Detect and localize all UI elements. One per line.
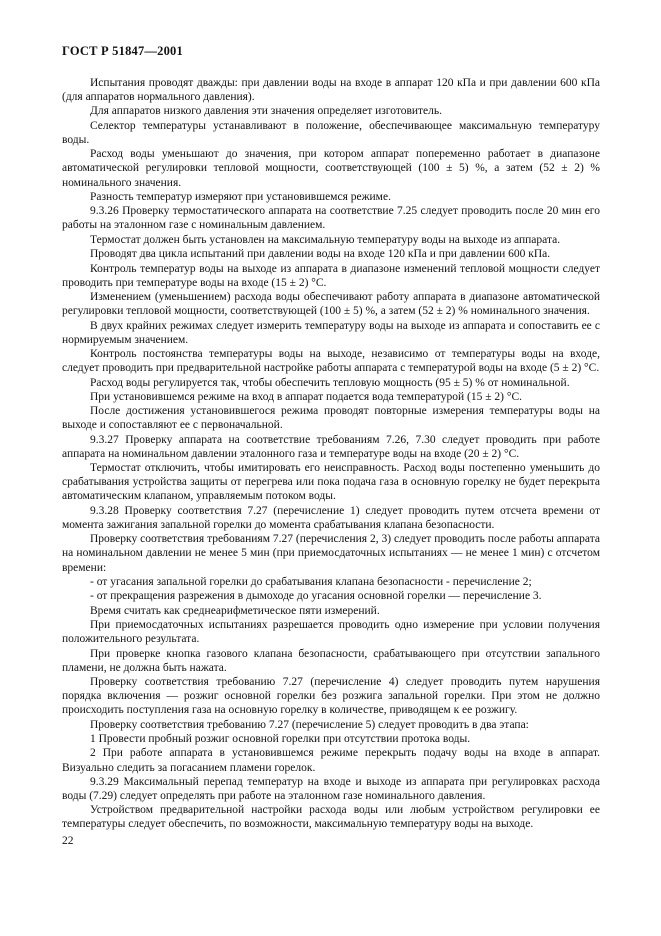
paragraph: Расход воды уменьшают до значения, при котором аппарат попеременно работает в диапазоне автоматической регулировки тепловой мощности, соответствующей (100 ± 5) %, а затем (52 ± 2) % номинального значения.	[62, 148, 600, 189]
list-item: 2 При работе аппарата в установившемся режиме перекрыть подачу воды на входе в аппарат. Визуально следить за погасанием пламени горелок.	[62, 747, 600, 774]
paragraph: При установившемся режиме на вход в аппарат подается вода температурой (15 ± 2) °С.	[90, 390, 523, 403]
page-number: 22	[62, 835, 74, 847]
paragraph: Устройством предварительной настройки расхода воды или любым устройством регулировки ее температуры следует обеспечить, по возможности, максимальную температуру воды на выходе.	[62, 804, 600, 831]
list-item: - от угасания запальной горелки до срабатывания клапана безопасности - перечисление 2;	[90, 575, 532, 588]
paragraph: Испытания проводят дважды: при давлении воды на входе в аппарат 120 кПа и при давлении 600 кПа (для аппаратов нормального давления).	[62, 77, 600, 104]
paragraph: Термостат отключить, чтобы имитировать его неисправность. Расход воды постепенно уменьшить до срабатывания устройства защиты от перегрева или пока подача газа в основную горелку не будет перекрыта автоматическим клапаном, управляемым потоком воды.	[62, 462, 600, 503]
paragraph: Проверку соответствия требованиям 7.27 (перечисления 2, 3) следует проводить после работы аппарата на номинальном давлении не менее 5 мин (при приемосдаточных испытаниях — не менее 1 мин) с отсчетом времени:	[62, 533, 600, 574]
paragraph: 9.3.28 Проверку соответствия 7.27 (перечисление 1) следует проводить путем отсчета времени от момента зажигания запальной горелки до момента срабатывания клапана безопасности.	[62, 504, 600, 531]
document-body	[62, 76, 600, 832]
paragraph: Разность температур измеряют при установившемся режиме.	[90, 190, 391, 203]
paragraph: Селектор температуры устанавливают в положение, обеспечивающее максимальную температуру воды.	[62, 119, 600, 146]
paragraph: В двух крайних режимах следует измерить температуру воды на выходе из аппарата и сопоставить ее с нормируемым значением.	[62, 319, 600, 346]
paragraph: При приемосдаточных испытаниях разрешается проводить одно измерение при условии получения положительного результата.	[62, 619, 600, 646]
paragraph: Контроль постоянства температуры воды на выходе, независимо от температуры воды на входе, следует проводить при предварительной настройке работы аппарата с температурой воды на входе (5 ± 2) °С.	[62, 348, 600, 375]
paragraph: 9.3.26 Проверку термостатического аппарата на соответствие 7.25 следует проводить после 20 мин его работы на эталонном газе с номинальным давлением.	[62, 205, 600, 232]
paragraph: При проверке кнопка газового клапана безопасности, срабатывающего при отсутствии запального пламени, не должна быть нажата.	[62, 647, 600, 674]
list-item: 1 Провести пробный розжиг основной горелки при отсутствии протока воды.	[90, 733, 471, 746]
paragraph: Проверку соответствия требованию 7.27 (перечисление 5) следует проводить в два этапа:	[90, 718, 529, 731]
paragraph: После достижения установившегося режима проводят повторные измерения температуры воды на выходе и сопоставляют ее с первоначальной.	[62, 405, 600, 432]
document-header: ГОСТ Р 51847—2001	[62, 44, 183, 58]
paragraph: Время считать как среднеарифметическое пяти измерений.	[90, 604, 380, 617]
paragraph: Для аппаратов низкого давления эти значения определяет изготовитель.	[90, 105, 443, 118]
paragraph: Расход воды регулируется так, чтобы обеспечить тепловую мощность (95 ± 5) % от номинальной.	[90, 376, 570, 389]
paragraph: Проверку соответствия требованию 7.27 (перечисление 4) следует проводить путем нарушения порядка включения — розжиг основной горелки без розжига запальной горелки. При этом не должно происходить поступления газа на основную горелку в количестве, приводящем к ее розжигу.	[62, 676, 600, 717]
list-item: - от прекращения разрежения в дымоходе до угасания основной горелки — перечисление 3.	[90, 590, 542, 603]
paragraph: 9.3.29 Максимальный перепад температур на входе и выходе из аппарата при регулировках расхода воды (7.29) следует определять при работе на эталонном газе номинального давления.	[62, 775, 600, 802]
paragraph: Контроль температур воды на выходе из аппарата в диапазоне изменений тепловой мощности следует проводить при температуре воды на входе (15 ± 2) °С.	[62, 262, 600, 289]
paragraph: 9.3.27 Проверку аппарата на соответствие требованиям 7.26, 7.30 следует проводить при работе аппарата на номинальном давлении эталонного газа и температуре воды на входе (20 ± 2) °С.	[62, 433, 600, 460]
paragraph: Изменением (уменьшением) расхода воды обеспечивают работу аппарата в диапазоне автоматической регулировки тепловой мощности, соответствующей (100 ± 5) %, а затем (52 ± 2) % номинального значения.	[62, 291, 600, 318]
paragraph: Термостат должен быть установлен на максимальную температуру воды на выходе из аппарата.	[90, 233, 561, 246]
paragraph: Проводят два цикла испытаний при давлении воды на входе 120 кПа и при давлении 600 кПа.	[90, 248, 551, 261]
